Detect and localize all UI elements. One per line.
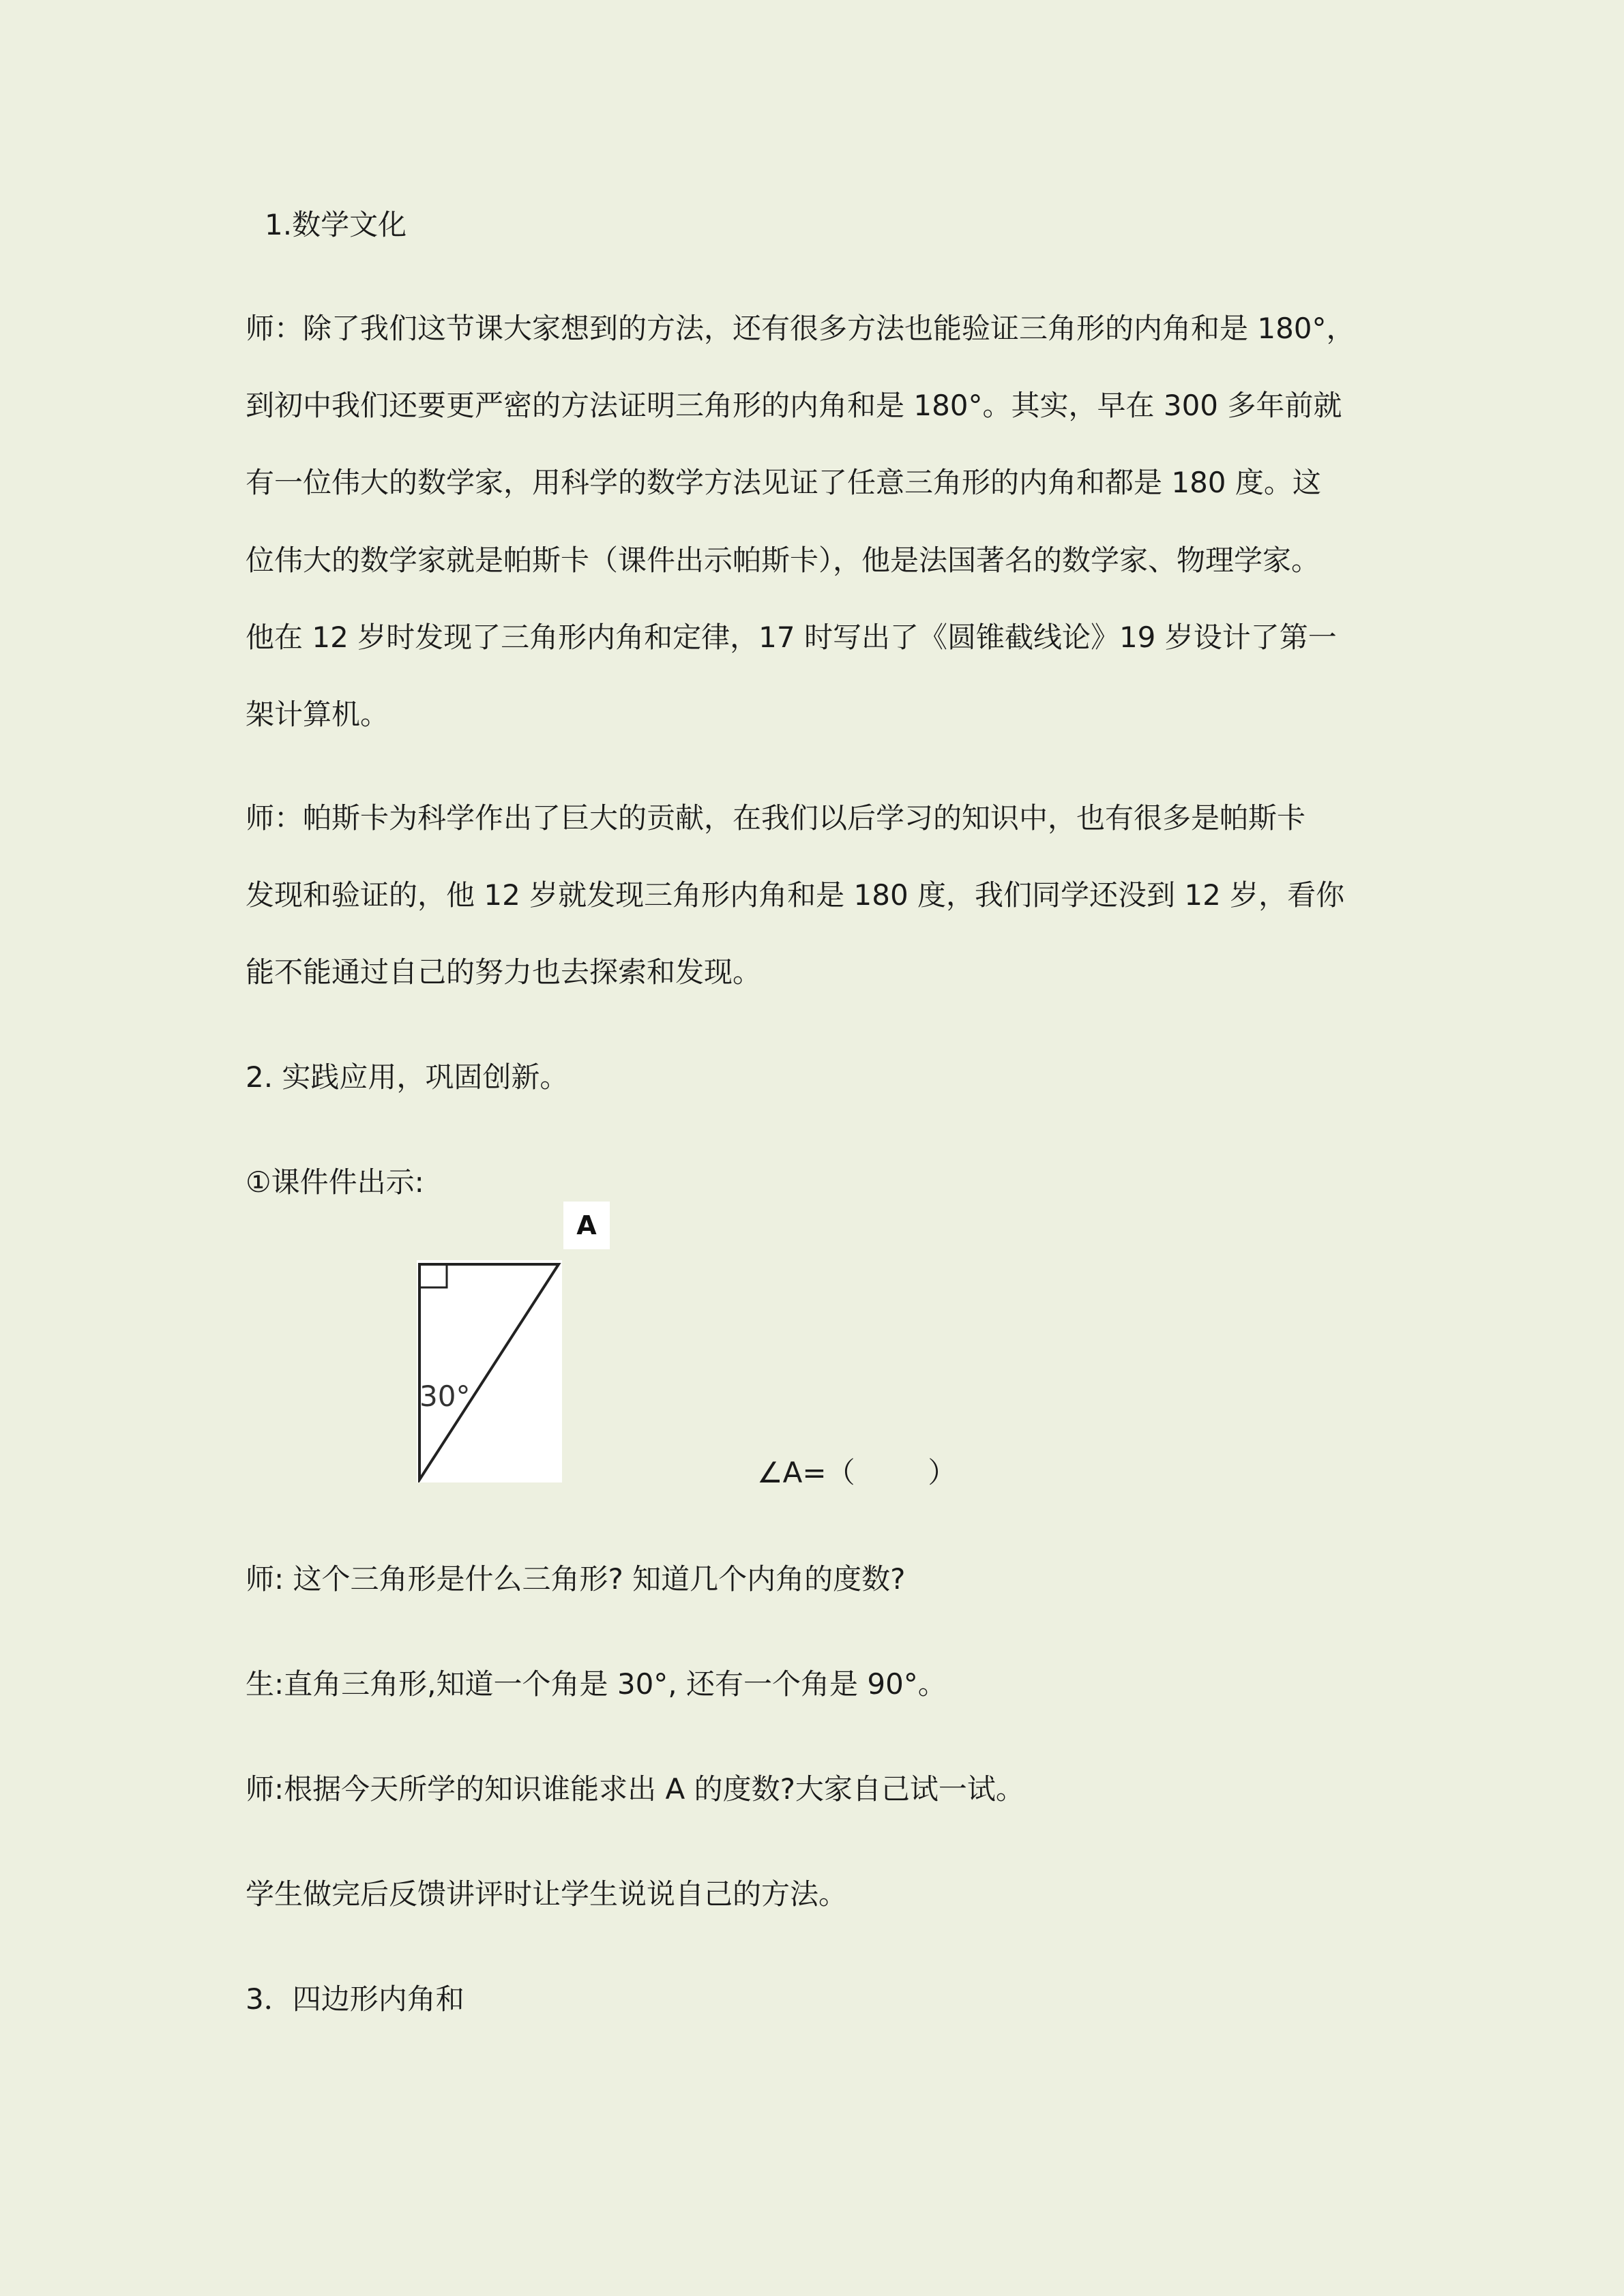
- dialog-line-3: 师:根据今天所学的知识谁能求出 A 的度数?大家自己试一试。: [246, 1772, 1024, 1806]
- courseware-label: ①课件件出示:: [246, 1165, 424, 1199]
- section-2-heading: 2. 实践应用，巩固创新。: [246, 1060, 569, 1094]
- dialog-line-4: 学生做完后反馈讲评时让学生说说自己的方法。: [246, 1877, 848, 1911]
- paragraph-1-line-5: 他在 12 岁时发现了三角形内角和定律，17 时写出了《圆锥截线论》19 岁设计了第一: [246, 621, 1337, 654]
- paragraph-2-line-1: 师：帕斯卡为科学作出了巨大的贡献，在我们以后学习的知识中，也有很多是帕斯卡: [246, 801, 1306, 835]
- section-1-heading: 1.数学文化: [265, 208, 407, 241]
- paragraph-2-line-3: 能不能通过自己的努力也去探索和发现。: [246, 955, 762, 989]
- paragraph-1-line-1: 师：除了我们这节课大家想到的方法，还有很多方法也能验证三角形的内角和是 180°，: [246, 312, 1355, 345]
- vertex-label-a: A: [576, 1210, 597, 1240]
- section-3-heading: 3．四边形内角和: [246, 1982, 464, 2016]
- vertex-label-box: [563, 1202, 610, 1249]
- right-triangle: [419, 1264, 559, 1480]
- angle-a-question: ∠A=（ ）: [757, 1456, 957, 1489]
- right-triangle-diagram: [417, 1260, 562, 1482]
- dialog-line-2: 生:直角三角形,知道一个角是 30°, 还有一个角是 90°。: [246, 1667, 947, 1701]
- paragraph-1-line-4: 位伟大的数学家就是帕斯卡（课件出示帕斯卡），他是法国著名的数学家、物理学家。: [246, 543, 1320, 577]
- paragraph-1-line-6: 架计算机。: [246, 698, 389, 731]
- paragraph-2-line-2: 发现和验证的，他 12 岁就发现三角形内角和是 180 度，我们同学还没到 12 岁，看你: [246, 878, 1345, 912]
- angle-30-label: 30°: [419, 1380, 471, 1413]
- triangle-figure: [417, 1260, 562, 1482]
- paragraph-1-line-3: 有一位伟大的数学家，用科学的数学方法见证了任意三角形的内角和都是 180 度。这: [246, 466, 1321, 499]
- right-angle-marker: [419, 1264, 447, 1287]
- paragraph-1-line-2: 到初中我们还要更严密的方法证明三角形的内角和是 180°。其实，早在 300 多年前就: [246, 389, 1342, 422]
- dialog-line-1: 师: 这个三角形是什么三角形? 知道几个内角的度数?: [246, 1562, 906, 1596]
